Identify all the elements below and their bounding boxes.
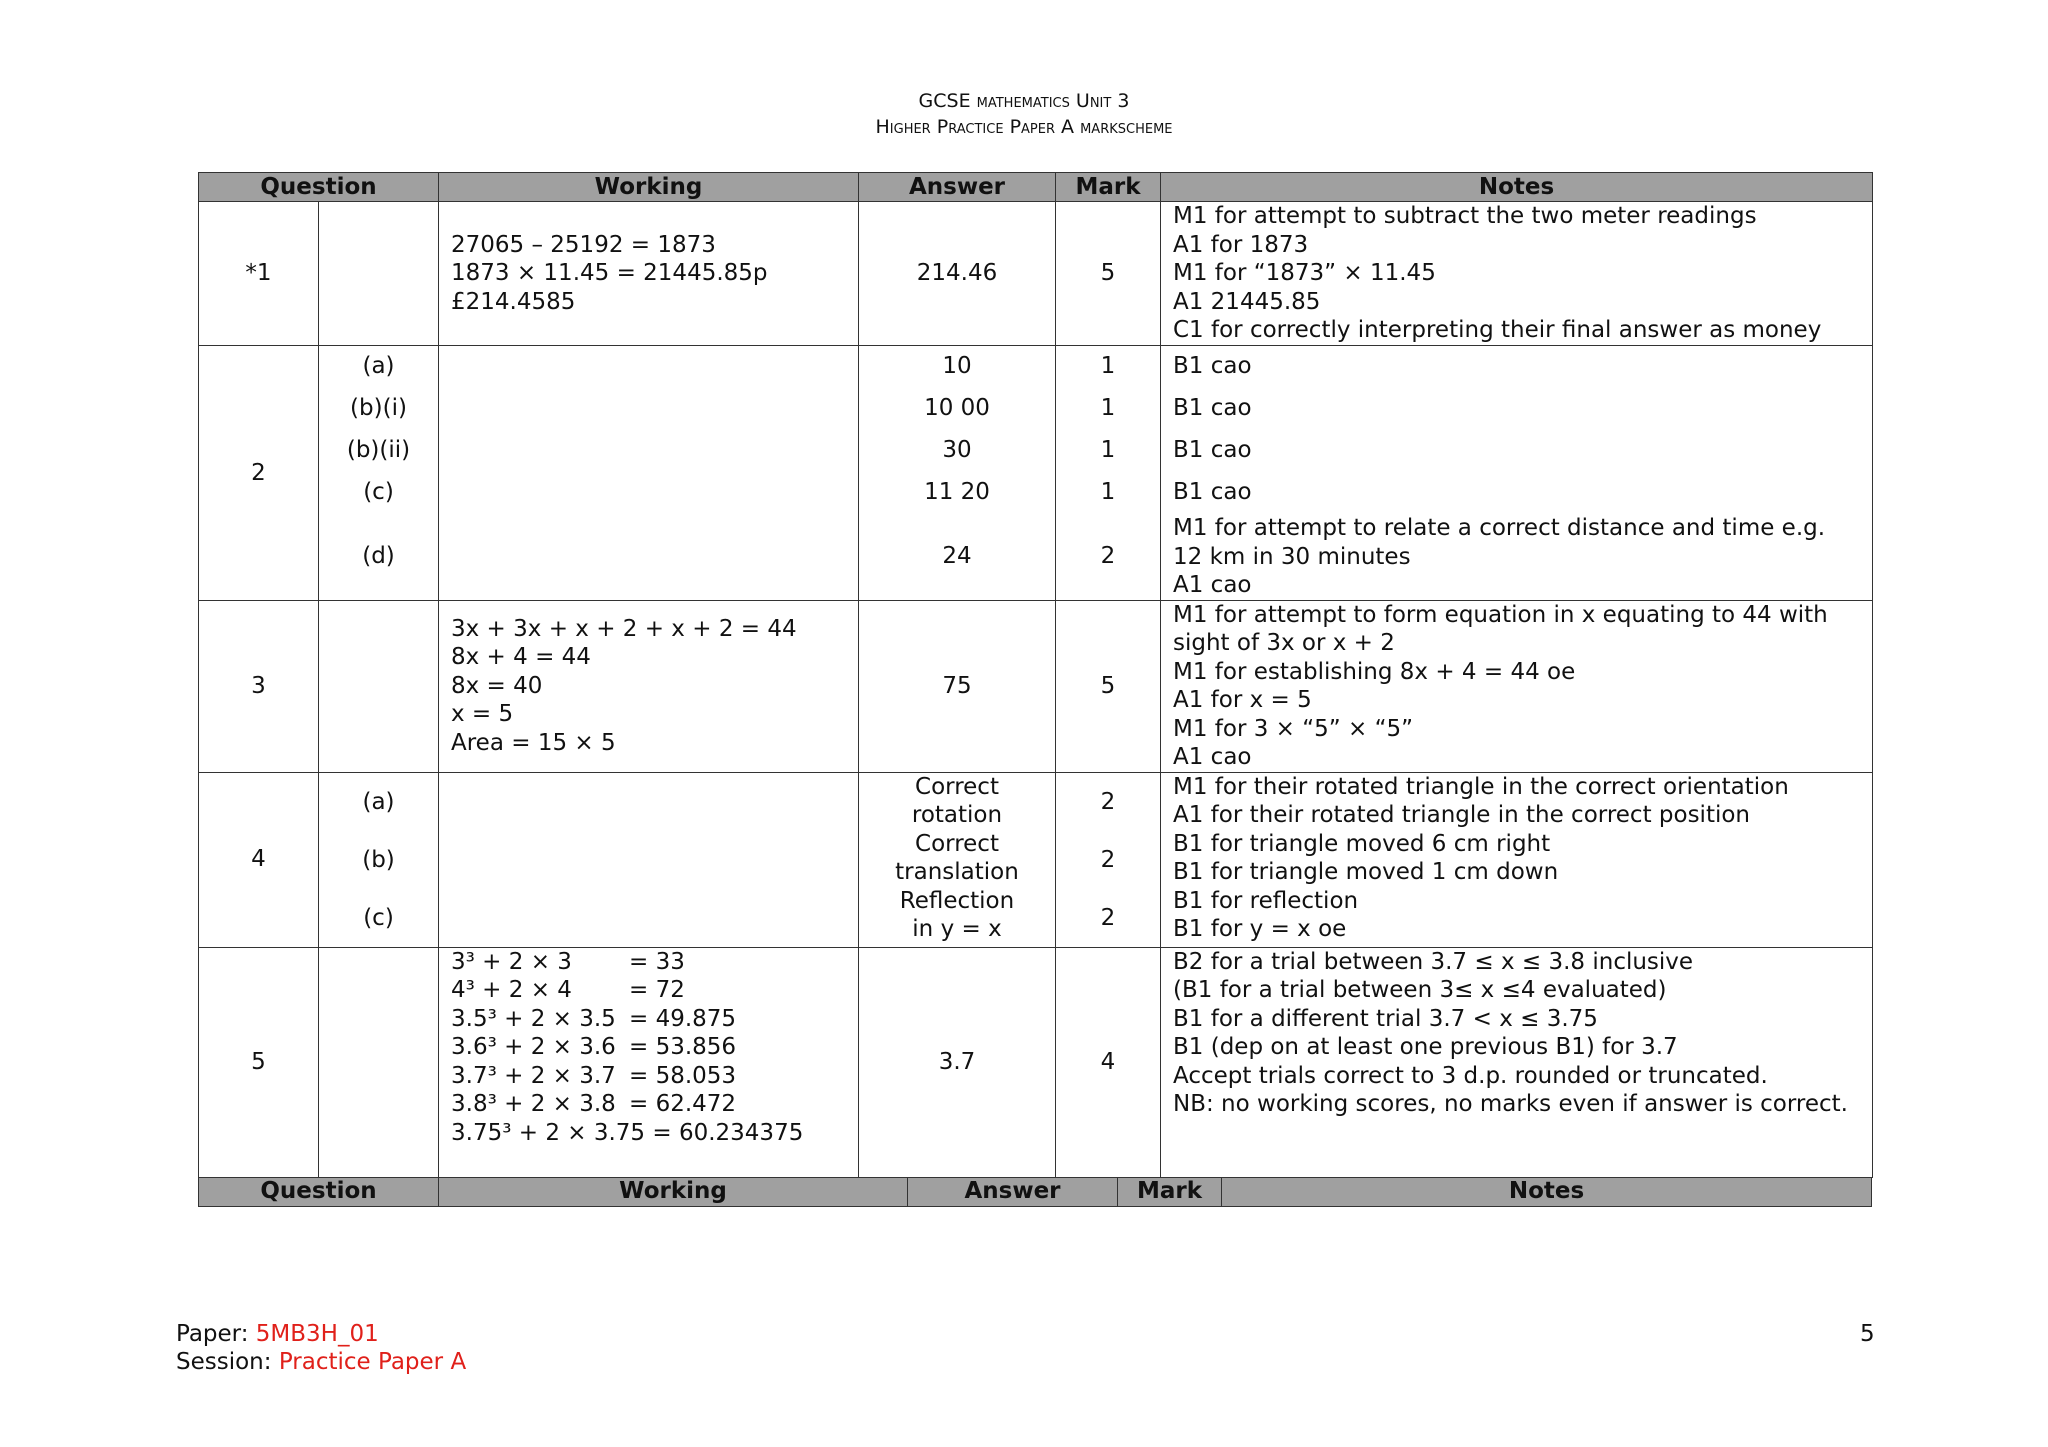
note-line: Accept trials correct to 3 d.p. rounded or truncated.	[1173, 1062, 1768, 1089]
answer-value: 24	[942, 543, 972, 569]
note-line: B1 cao	[1173, 395, 1252, 421]
part-label: (c)	[363, 904, 394, 931]
notes-cell	[1161, 346, 1873, 601]
table-row-q5	[199, 947, 1873, 1177]
mark-value: 2	[1100, 543, 1116, 569]
working-cell	[439, 600, 859, 772]
note-line: M1 for “1873” × 11.45	[1173, 260, 1436, 286]
footer-col-mark: Mark	[1118, 1178, 1222, 1206]
footer-col-working: Working	[439, 1178, 908, 1206]
note-line: B1 for y = x oe	[1173, 916, 1347, 942]
working-line: 8x + 4 = 44	[451, 644, 591, 671]
question-number: 2	[199, 346, 319, 601]
working-expression: 3.7³ + 2 × 3.7	[451, 1062, 616, 1089]
working-expression: 4³ + 2 × 4	[451, 977, 572, 1003]
working-line	[451, 976, 846, 1005]
note-line: M1 for their rotated triangle in the correct orientation	[1173, 773, 1789, 800]
note-line: A1 cao	[1173, 744, 1252, 770]
note-line: B1 for triangle moved 1 cm down	[1173, 859, 1559, 885]
mark-cell: 5	[1056, 202, 1161, 346]
part-label: (a)	[362, 788, 395, 815]
working-line: 27065 – 25192 = 1873	[451, 231, 716, 258]
working-line: 3x + 3x + x + 2 + x + 2 = 44	[451, 615, 797, 642]
note-line: B1 (dep on at least one previous B1) for 3.7	[1173, 1034, 1678, 1060]
working-cell	[439, 202, 859, 346]
mark-cell: 4	[1056, 947, 1161, 1177]
footer-col-notes: Notes	[1508, 1178, 1585, 1204]
question-number: 4	[199, 772, 319, 947]
note-line: B1 for reflection	[1173, 887, 1359, 914]
paper-line	[176, 1320, 466, 1348]
table-row-q4	[199, 772, 1873, 947]
note-line: A1 for 1873	[1173, 231, 1309, 258]
table-row-q3	[199, 600, 1873, 772]
question-number: 3	[199, 600, 319, 772]
answer-cell: 3.7	[859, 947, 1056, 1177]
answer-value: 10 00	[924, 395, 990, 421]
document-footer	[176, 1320, 466, 1376]
working-expression: 3.8³ + 2 × 3.8	[451, 1091, 616, 1117]
part-label: (d)	[362, 543, 395, 569]
answer-cell	[859, 772, 1056, 947]
note-line: (B1 for a trial between 3≤ x ≤4 evaluated)	[1173, 977, 1667, 1003]
part-label: (b)(ii)	[346, 437, 411, 463]
notes-cell	[1161, 600, 1873, 772]
question-part	[319, 600, 439, 772]
page-number: 5	[1860, 1321, 1875, 1347]
notes-cell	[1161, 947, 1873, 1177]
working-expression: 3.75³ + 2 × 3.75 = 60.234375	[451, 1119, 804, 1146]
part-label: (c)	[363, 479, 394, 505]
note-line: C1 for correctly interpreting their final answer as money	[1173, 317, 1822, 343]
note-line: M1 for 3 × “5” × “5”	[1173, 715, 1414, 742]
note-line: B1 cao	[1173, 353, 1252, 379]
question-number: 5	[199, 947, 319, 1177]
part-label: (b)(i)	[350, 395, 407, 421]
note-line: B1 cao	[1173, 479, 1252, 505]
mark-value: 2	[1100, 904, 1116, 931]
mark-value: 1	[1100, 353, 1116, 379]
footer-col-question: Question	[199, 1178, 439, 1206]
note-line: B2 for a trial between 3.7 ≤ x ≤ 3.8 inclusive	[1173, 948, 1694, 975]
col-question: Question	[199, 173, 439, 202]
question-number: *1	[199, 202, 319, 346]
note-line: M1 for attempt to form equation in x equating to 44 with	[1173, 601, 1828, 628]
note-line: A1 cao	[1173, 572, 1252, 598]
question-parts	[319, 346, 439, 601]
working-expression: 3.5³ + 2 × 3.5	[451, 1005, 616, 1032]
col-working: Working	[439, 173, 859, 202]
header-line-2: Higher Practice Paper A markscheme	[875, 116, 1173, 138]
note-line: A1 for their rotated triangle in the correct position	[1173, 802, 1750, 828]
table-row-q2	[199, 346, 1873, 601]
table-header-row	[199, 173, 1873, 202]
working-result: = 62.472	[629, 1091, 737, 1117]
mark-value: 1	[1100, 395, 1116, 421]
table-footer-row	[198, 1177, 1872, 1207]
working-expression: 3.6³ + 2 × 3.6	[451, 1034, 616, 1060]
answer-line: Reflection	[899, 887, 1015, 914]
paper-code: 5MB3H_01	[255, 1321, 379, 1347]
note-line: M1 for attempt to relate a correct distance and time e.g.	[1173, 515, 1826, 541]
note-line: B1 for triangle moved 6 cm right	[1173, 830, 1551, 857]
note-line: M1 for establishing 8x + 4 = 44 oe	[1173, 658, 1576, 685]
note-line: B1 for a different trial 3.7 < x ≤ 3.75	[1173, 1005, 1598, 1032]
answer-cell: 75	[859, 600, 1056, 772]
note-line: A1 21445.85	[1173, 288, 1321, 315]
working-cell	[439, 947, 859, 1177]
answer-cell: 214.46	[859, 202, 1056, 346]
notes-cell	[1161, 202, 1873, 346]
working-result: = 49.875	[629, 1005, 737, 1032]
note-line: NB: no working scores, no marks even if answer is correct.	[1173, 1091, 1848, 1117]
question-part	[319, 202, 439, 346]
document-header	[0, 88, 2048, 140]
header-line-1: GCSE mathematics Unit 3	[918, 90, 1130, 112]
answer-value: 10	[942, 353, 972, 379]
answer-line: in y = x	[912, 916, 1002, 942]
answer-cell	[859, 346, 1056, 601]
question-part	[319, 947, 439, 1177]
session-line	[176, 1348, 466, 1376]
answer-line: rotation	[911, 802, 1003, 828]
working-line	[451, 1033, 846, 1062]
session-value: Practice Paper A	[278, 1349, 467, 1375]
paper-label: Paper:	[176, 1321, 249, 1347]
answer-line: Correct	[915, 773, 999, 800]
working-line: £214.4585	[451, 288, 576, 315]
mark-value: 1	[1100, 437, 1116, 463]
col-mark: Mark	[1056, 173, 1161, 202]
col-answer: Answer	[859, 173, 1056, 202]
working-expression: 3³ + 2 × 3	[451, 948, 572, 975]
note-line: A1 for x = 5	[1173, 687, 1312, 713]
working-line: Area = 15 × 5	[451, 729, 616, 756]
working-result: = 33	[629, 948, 685, 975]
working-line	[451, 1090, 846, 1119]
working-cell	[439, 346, 859, 601]
part-label: (b)	[362, 846, 395, 873]
working-line	[451, 1005, 846, 1034]
working-line: 1873 × 11.45 = 21445.85p	[451, 260, 768, 287]
answer-value: 11 20	[924, 479, 990, 505]
working-line	[451, 1119, 846, 1148]
working-line: 8x = 40	[451, 672, 543, 699]
working-result: = 53.856	[629, 1034, 737, 1060]
mark-value: 1	[1100, 479, 1116, 505]
working-line	[451, 1062, 846, 1091]
working-result: = 72	[629, 977, 685, 1003]
mark-value: 2	[1100, 846, 1116, 873]
col-notes: Notes	[1161, 173, 1873, 202]
mark-cell	[1056, 346, 1161, 601]
session-label: Session:	[176, 1349, 272, 1375]
notes-cell	[1161, 772, 1873, 947]
working-result: = 58.053	[629, 1062, 737, 1089]
part-label: (a)	[362, 353, 395, 379]
answer-line: Correct	[915, 830, 999, 857]
table-row-q1	[199, 202, 1873, 346]
working-line: x = 5	[451, 701, 514, 728]
markscheme-table	[198, 172, 1873, 1178]
note-line: B1 cao	[1173, 437, 1252, 463]
note-line: 12 km in 30 minutes	[1173, 543, 1411, 570]
footer-col-answer: Answer	[908, 1178, 1118, 1206]
answer-value: 30	[942, 437, 972, 463]
working-line	[451, 948, 846, 977]
question-parts	[319, 772, 439, 947]
mark-value: 2	[1100, 788, 1116, 815]
note-line: M1 for attempt to subtract the two meter readings	[1173, 203, 1757, 229]
answer-line: translation	[895, 859, 1019, 885]
note-line: sight of 3x or x + 2	[1173, 630, 1395, 656]
working-cell	[439, 772, 859, 947]
mark-cell	[1056, 772, 1161, 947]
mark-cell: 5	[1056, 600, 1161, 772]
